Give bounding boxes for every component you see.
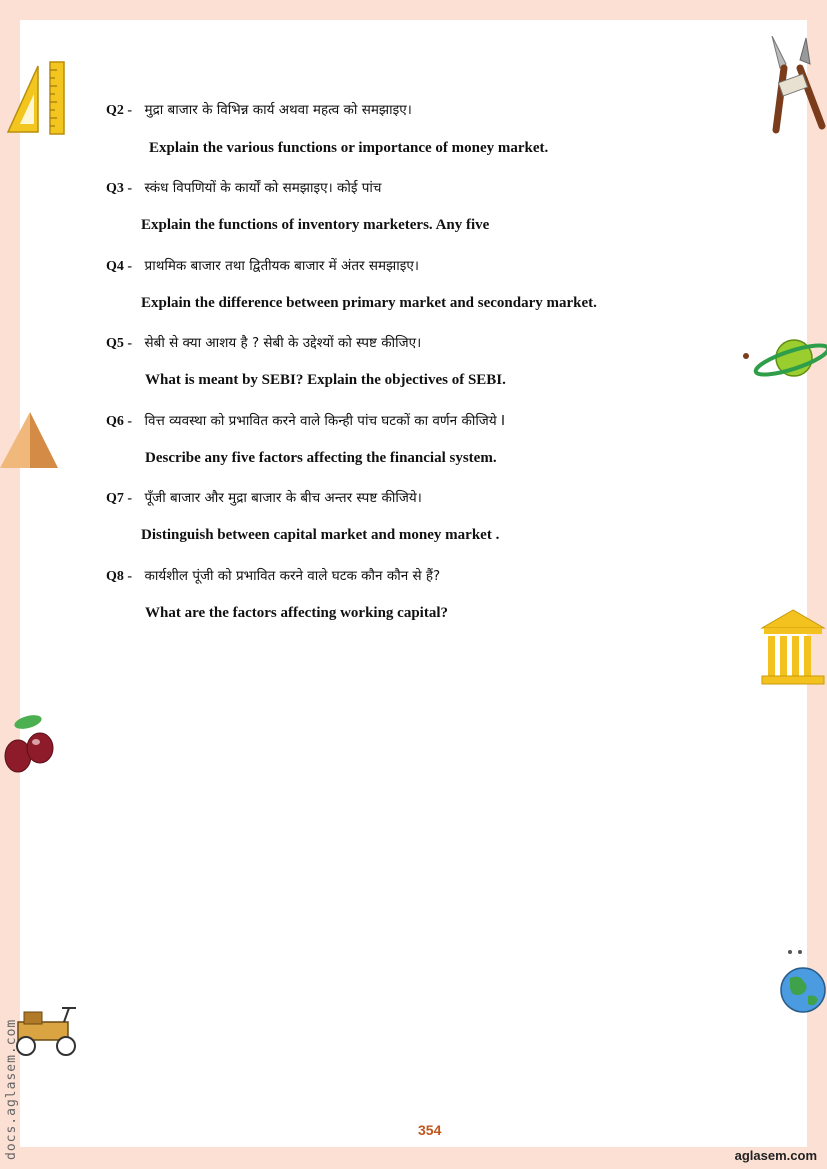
planet-icon xyxy=(742,334,827,384)
question-number: Q3 - xyxy=(106,181,133,196)
question-number: Q4 - xyxy=(106,259,133,274)
question-english: What are the factors affecting working capital? xyxy=(145,605,449,621)
question-hindi: सेबी से क्या आशय है ? सेबी के उद्देश्यों को स्पष्ट कीजिए। xyxy=(144,335,422,351)
question-hindi: वित्त व्यवस्था को प्रभावित करने वाले किन्ही पांच घटकों का वर्णन कीजिये I xyxy=(144,413,505,429)
ruler-set-square-icon xyxy=(4,58,68,136)
question-hindi: स्कंध विपणियों के कार्यों को समझाइए। कोई पांच xyxy=(144,180,382,196)
question-number: Q7 - xyxy=(106,491,133,506)
question-english: Distinguish between capital market and money market . xyxy=(141,527,500,543)
page-number: 354 xyxy=(418,1122,442,1138)
question-number: Q2 - xyxy=(106,103,133,118)
pyramid-icon xyxy=(0,410,58,470)
question-hindi: कार्यशील पूंजी को प्रभावित करने वाले घटक कौन कौन से हैं? xyxy=(144,568,441,584)
question-hindi: मुद्रा बाजार के विभिन्न कार्य अथवा महत्व को समझाइए। xyxy=(144,102,412,118)
temple-pillars-icon xyxy=(760,608,826,686)
question-number: Q6 - xyxy=(106,414,133,429)
question-q6 xyxy=(106,411,505,430)
question-q7 xyxy=(106,488,422,507)
question-q2 xyxy=(106,100,412,119)
document-page xyxy=(20,20,807,1147)
globe-icon xyxy=(776,948,826,1018)
question-q5 xyxy=(106,333,421,352)
question-hindi: प्राथमिक बाजार तथा द्वितीयक बाजार में अंतर समझाइए। xyxy=(144,258,419,274)
question-english: Describe any five factors affecting the financial system. xyxy=(145,450,497,466)
question-number: Q5 - xyxy=(106,336,133,351)
question-english: What is meant by SEBI? Explain the objectives of SEBI. xyxy=(145,372,506,388)
pruning-shears-icon xyxy=(766,34,826,134)
question-hindi: पूँजी बाजार और मुद्रा बाजार के बीच अन्तर स्पष्ट कीजिये। xyxy=(144,490,422,506)
question-q4 xyxy=(106,256,419,275)
question-english: Explain the functions of inventory marketers. Any five xyxy=(141,217,490,233)
brand-label: aglasem.com xyxy=(734,1148,817,1163)
watermark: docs.aglasem.com xyxy=(4,1018,19,1160)
question-number: Q8 - xyxy=(106,569,133,584)
question-english: Explain the difference between primary market and secondary market. xyxy=(141,295,597,311)
question-q3 xyxy=(106,178,382,197)
fruit-icon xyxy=(2,710,58,776)
question-q8 xyxy=(106,566,440,585)
question-english: Explain the various functions or importance of money market. xyxy=(149,140,549,156)
